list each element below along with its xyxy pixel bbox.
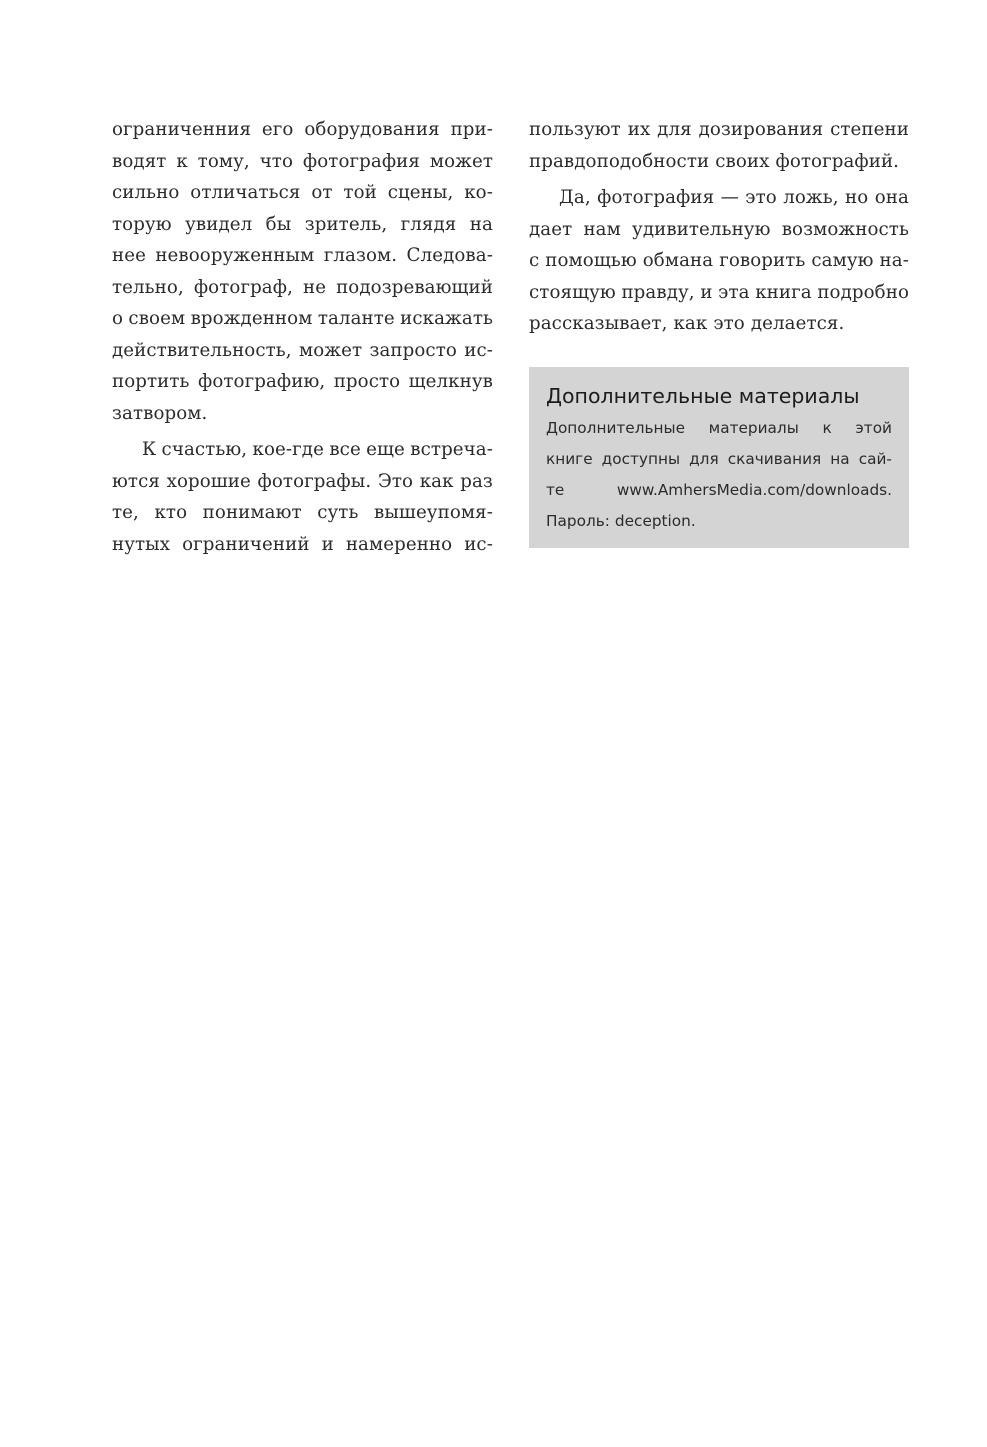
word: книга (755, 281, 812, 303)
word: кто (154, 502, 188, 523)
text-line (112, 114, 493, 146)
word: и (321, 533, 334, 555)
word: правдоподобности (529, 150, 710, 172)
word: не (302, 276, 327, 298)
word: увидел (185, 213, 253, 235)
word: невооруженным (155, 245, 315, 266)
word: степени (830, 119, 909, 140)
word: рассказывает, (529, 313, 668, 334)
word: Да, (559, 187, 591, 208)
word: что (259, 150, 294, 172)
word: глазом. (323, 245, 398, 266)
word: отличаться (190, 182, 301, 203)
word: сай- (858, 450, 892, 468)
word: для (657, 119, 692, 140)
text-line (529, 308, 909, 340)
word: фотограф, (193, 276, 293, 298)
paragraph (112, 114, 493, 429)
word: щелкнув (408, 371, 493, 392)
word: водят (112, 150, 167, 172)
word: на (469, 213, 493, 235)
word: как (673, 313, 708, 334)
text-line (529, 214, 909, 246)
word: ис- (464, 339, 493, 361)
word: раз (460, 470, 493, 492)
word: — (720, 187, 739, 208)
word: Следова- (406, 245, 493, 266)
word: кое-где (252, 439, 324, 460)
text-line (112, 529, 493, 561)
text-line (112, 398, 493, 430)
word: доступны (601, 450, 681, 468)
word: книге (546, 450, 593, 468)
additional-materials-content (546, 381, 892, 537)
word: врожденном (190, 308, 313, 329)
word: фотография (597, 187, 715, 208)
word: те, (112, 502, 139, 523)
paragraph (112, 434, 493, 560)
word: ограничений (182, 533, 310, 555)
word: может (429, 150, 493, 172)
word: Пароль: (546, 512, 610, 530)
word: фотографий. (775, 150, 900, 172)
word: своем (128, 308, 186, 329)
word: к (822, 419, 832, 437)
word: о (112, 308, 124, 329)
text-line (112, 335, 493, 367)
word: фотографы. (257, 470, 372, 492)
word: www.AmhersMedia.com/downloads. (616, 481, 892, 499)
word: это (713, 313, 745, 334)
word: самую (811, 250, 874, 271)
word: и (700, 281, 713, 303)
word: удивительную (632, 218, 771, 240)
sidebar-text-line (546, 475, 892, 506)
word: тельно, (112, 276, 184, 298)
word: при- (450, 119, 493, 140)
word: намеренно (345, 533, 453, 555)
word: фотография (302, 150, 420, 172)
paragraph (529, 114, 909, 177)
word: говорить (719, 250, 806, 271)
word: той (343, 182, 377, 203)
word: оборудования (304, 119, 440, 140)
word: суть (317, 502, 359, 523)
word: нее (112, 245, 146, 266)
word: хорошие (166, 470, 251, 492)
word: deception. (614, 512, 696, 530)
word: этой (855, 419, 892, 437)
text-line (112, 434, 493, 466)
text-line (112, 240, 493, 272)
word: от (311, 182, 333, 203)
text-line (112, 497, 493, 529)
word: торую (112, 213, 172, 235)
word: пользуют (529, 119, 621, 140)
word: ются (112, 470, 160, 492)
word: нам (583, 218, 621, 240)
word: сцены, (387, 182, 454, 203)
word: таланте (317, 308, 395, 329)
left-column (112, 114, 493, 560)
word: правду, (621, 281, 695, 303)
word: ограниченния (112, 119, 252, 140)
word: подозревающий (336, 276, 493, 298)
word: обмана (642, 250, 714, 271)
word: действительность, (112, 339, 292, 361)
text-line (529, 182, 909, 214)
text-line (529, 146, 909, 178)
text-line (112, 366, 493, 398)
word: Это (377, 470, 414, 492)
word: зритель, (304, 213, 388, 235)
word: на (830, 450, 850, 468)
word: сильно (112, 182, 180, 203)
word: материалы (708, 419, 799, 437)
word: это (745, 187, 777, 208)
word: дает (529, 218, 573, 240)
word: к (176, 150, 188, 172)
word: понимают (202, 502, 302, 523)
word: подробно (817, 281, 909, 303)
word: скачивания (727, 450, 822, 468)
word: вышеупомя- (374, 502, 493, 523)
word: его (261, 119, 294, 140)
right-column (529, 114, 909, 340)
word: искажать (400, 308, 493, 329)
text-line (112, 177, 493, 209)
word: возможность (781, 218, 909, 240)
text-line (112, 303, 493, 335)
word: запросто (369, 339, 457, 361)
word: стоящую (529, 281, 616, 303)
word: эта (718, 281, 750, 303)
word: она (874, 187, 909, 208)
word: ис- (464, 533, 493, 555)
word: глядя (400, 213, 457, 235)
word: на- (879, 250, 909, 271)
sidebar-heading: Дополнительные материалы (546, 384, 860, 408)
word: бы (265, 213, 292, 235)
word: Дополнительные (546, 419, 685, 437)
word: их (627, 119, 651, 140)
text-line (112, 146, 493, 178)
word: портить (112, 371, 190, 392)
word: с (529, 250, 540, 271)
text-line (529, 277, 909, 309)
sidebar-text-line (546, 506, 892, 537)
word: затвором. (112, 402, 208, 424)
additional-materials-box (529, 367, 909, 548)
word: но (845, 187, 869, 208)
text-line (529, 245, 909, 277)
word: встреча- (410, 439, 493, 460)
word: ко- (464, 182, 493, 203)
word: для (689, 450, 719, 468)
word: делается. (750, 313, 845, 334)
sidebar-text-line (546, 413, 892, 444)
word: К (142, 439, 157, 460)
word: помощью (545, 250, 637, 271)
text-line (529, 114, 909, 146)
word: счастью, (161, 439, 248, 460)
sidebar-text-line (546, 444, 892, 475)
text-line (112, 466, 493, 498)
text-line (112, 272, 493, 304)
word: нутых (112, 533, 171, 555)
word: своих (715, 150, 770, 172)
word: может (298, 339, 363, 361)
paragraph (529, 182, 909, 340)
word: как (419, 470, 454, 492)
word: фотографию, (197, 371, 326, 392)
word: те (546, 481, 565, 499)
word: еще (366, 439, 405, 460)
word: дозирования (698, 119, 824, 140)
word: просто (333, 371, 401, 392)
word: все (329, 439, 361, 460)
text-line (112, 209, 493, 241)
word: ложь, (783, 187, 839, 208)
word: тому, (197, 150, 250, 172)
